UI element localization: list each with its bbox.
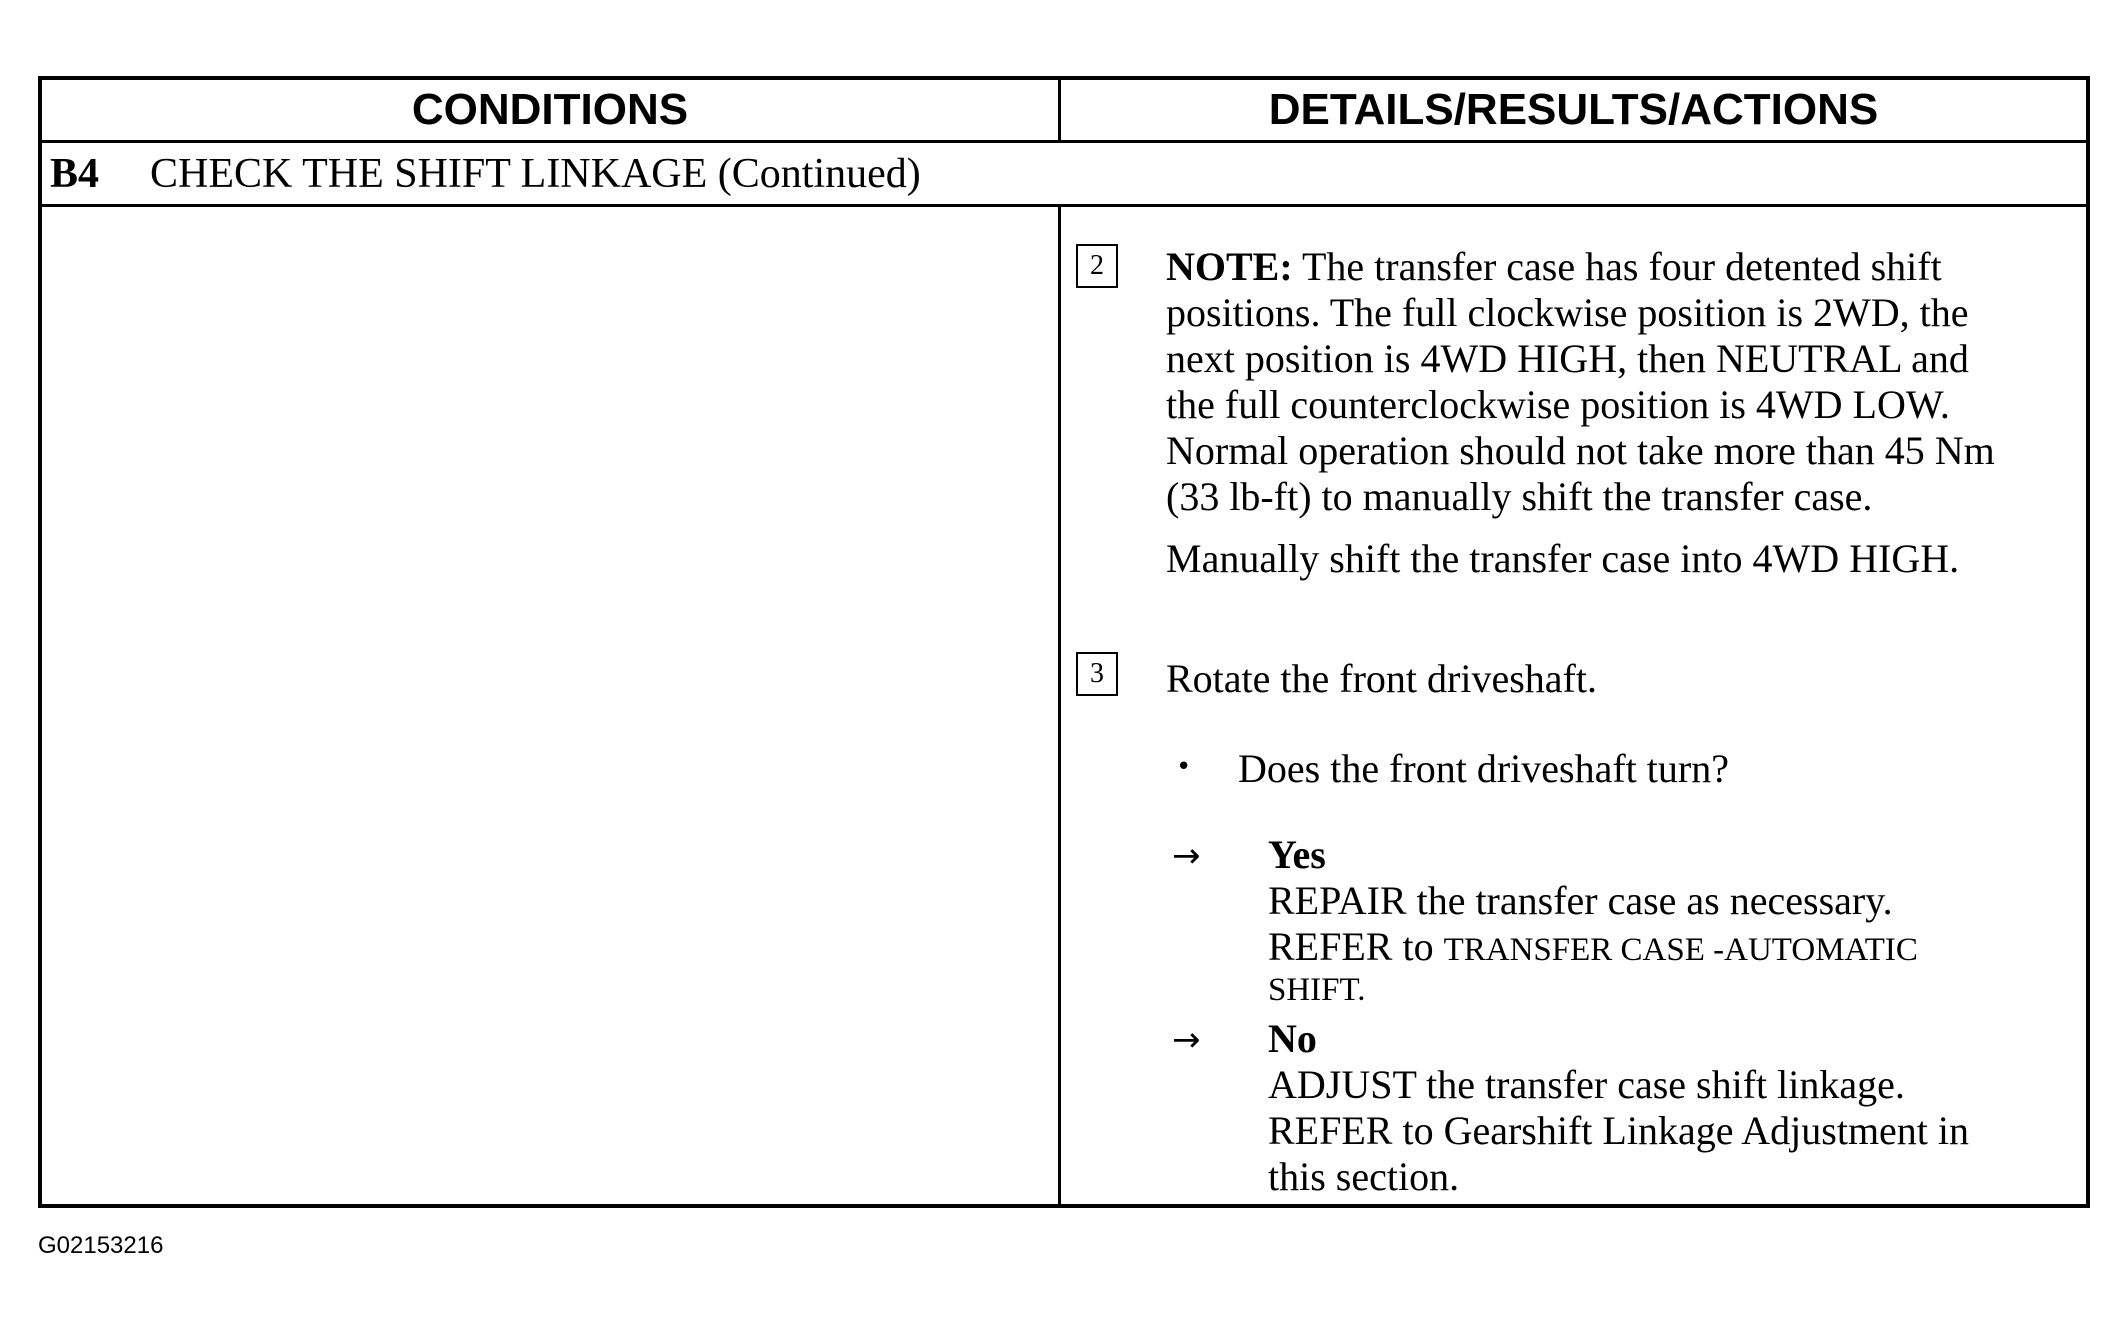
- section-row: [42, 143, 2086, 204]
- no-refer-line-2: this section.: [1268, 1154, 1460, 1199]
- details-header: DETAILS/RESULTS/ACTIONS: [1268, 85, 1879, 134]
- yes-outcome: [1268, 832, 2088, 1007]
- step-2-number-box: 2: [1076, 244, 1118, 288]
- note-line-3: next position is 4WD HIGH, then NEUTRAL and: [1166, 336, 1969, 381]
- bullet-icon: •: [1176, 752, 1192, 782]
- section-divider: [42, 204, 2086, 207]
- yes-action: REPAIR the transfer case as necessary.: [1268, 878, 1893, 923]
- note-line-4: the full counterclockwise position is 4WD LOW.: [1166, 382, 1950, 427]
- section-number: B4: [50, 150, 100, 197]
- note-label: NOTE:: [1166, 244, 1293, 289]
- figure-id: G02153216: [38, 1232, 164, 1259]
- note-line-2: positions. The full clockwise position is 2WD, the: [1166, 290, 1969, 335]
- note-line-5: Normal operation should not take more than 45 Nm: [1166, 428, 1995, 473]
- yes-refer-target-2: SHIFT.: [1268, 972, 1366, 1008]
- no-label: No: [1268, 1016, 1317, 1061]
- no-outcome: [1268, 1016, 2088, 1200]
- no-refer-line-1: REFER to Gearshift Linkage Adjustment in: [1268, 1108, 1970, 1153]
- diagnostic-table: [38, 76, 2090, 1208]
- yes-refer-target-1: TRANSFER CASE -AUTOMATIC: [1443, 932, 1918, 968]
- arrow-right-icon: →: [1172, 1020, 1201, 1060]
- yes-label: Yes: [1268, 832, 1326, 877]
- step-3-instruction: Rotate the front driveshaft.: [1166, 656, 1597, 701]
- note-line-1: The transfer case has four detented shift: [1292, 244, 1942, 289]
- yes-refer-prefix: REFER to: [1268, 924, 1444, 969]
- step-2-note: [1166, 244, 2086, 520]
- step-2-instruction: Manually shift the transfer case into 4WD HIGH.: [1166, 536, 1960, 581]
- conditions-header: CONDITIONS: [42, 80, 1061, 140]
- no-action: ADJUST the transfer case shift linkage.: [1268, 1062, 1905, 1107]
- arrow-right-icon: →: [1172, 836, 1201, 876]
- column-divider: [1058, 207, 1061, 1204]
- step-3-question: Does the front driveshaft turn?: [1238, 746, 1729, 791]
- section-title: CHECK THE SHIFT LINKAGE (Continued): [150, 150, 921, 197]
- note-line-6: (33 lb-ft) to manually shift the transfer case.: [1166, 474, 1873, 519]
- step-3-number-box: 3: [1076, 652, 1118, 696]
